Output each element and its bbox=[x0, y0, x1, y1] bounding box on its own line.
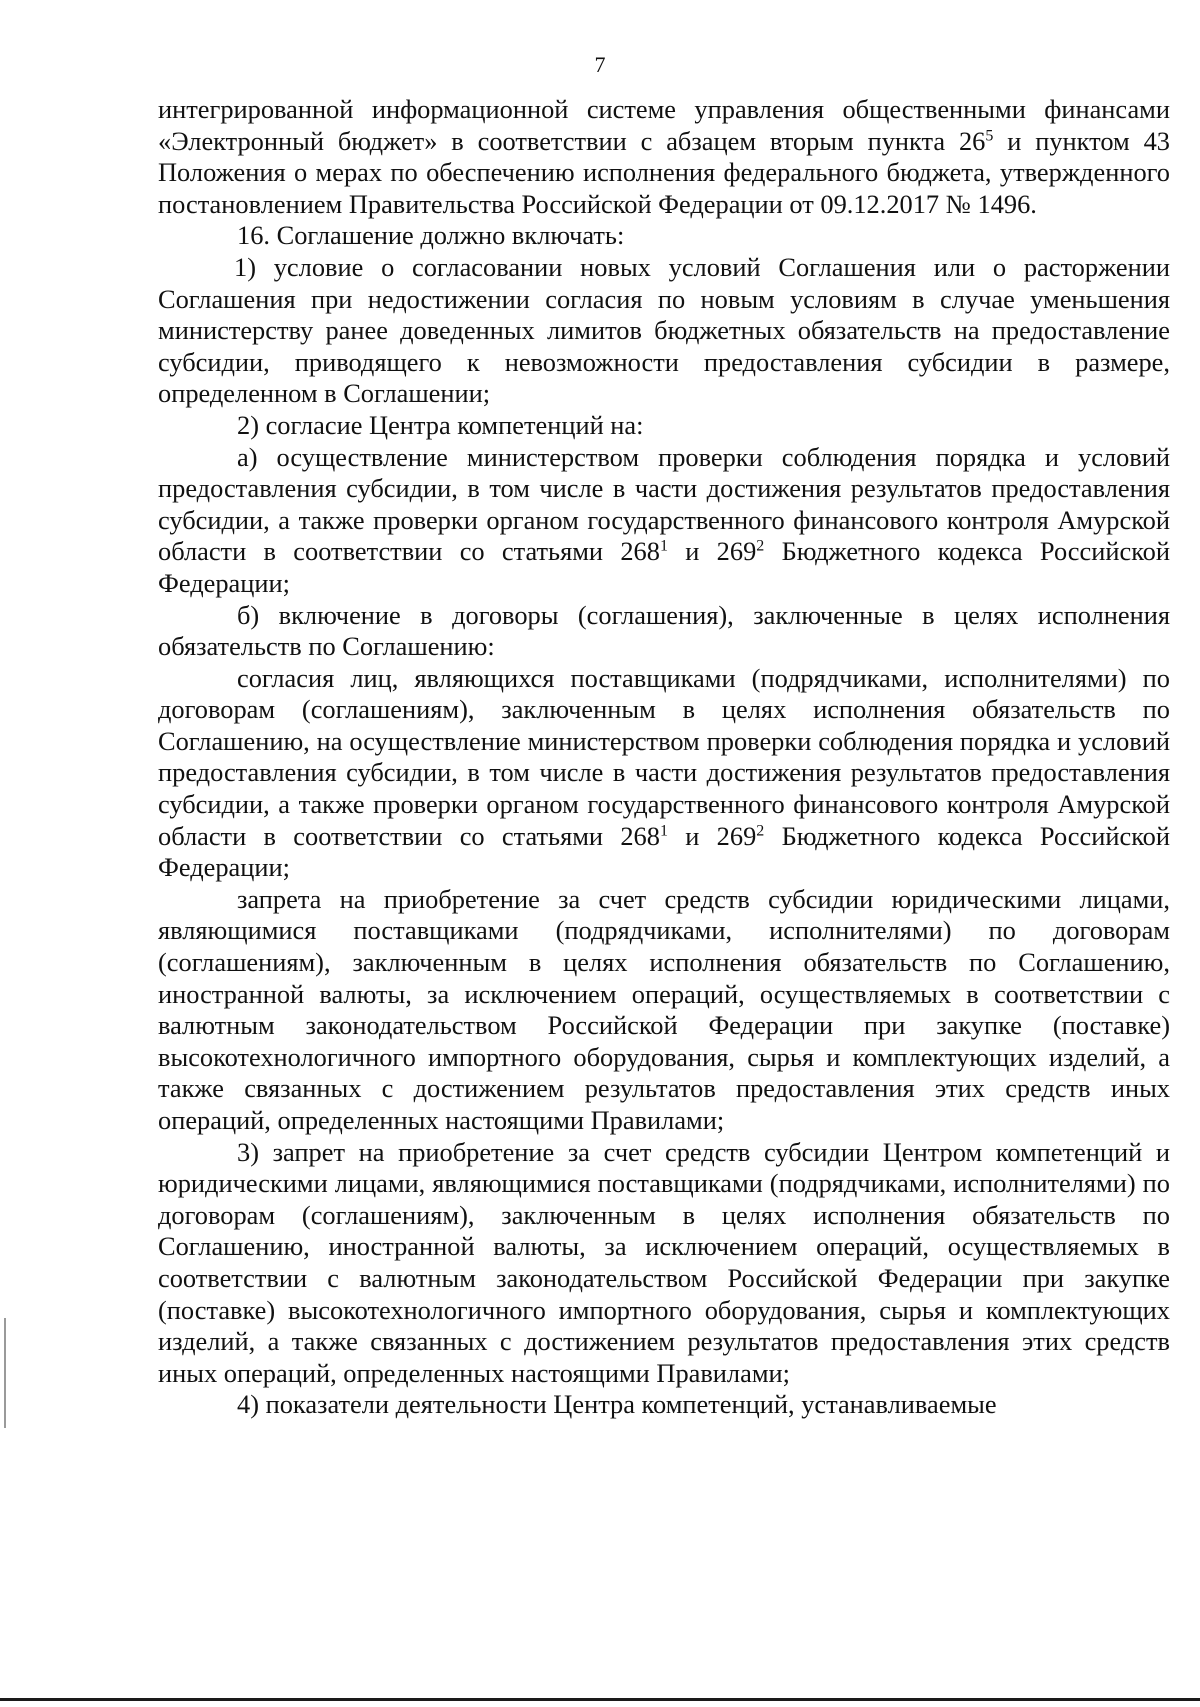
bottom-border-line bbox=[0, 1698, 1200, 1701]
paragraph-text: и пунктом 43 Положения о мерах по обеспечению исполнения федерального бюджета, утвержденного постановлением Правительства Российской Федерации от 09.12.2017 № 1496. bbox=[158, 125, 1170, 219]
paragraph-text: Бюджетного кодекса Российской Федерации; bbox=[158, 536, 1170, 598]
paragraph-prohibition: запрета на приобретение за счет средств субсидии юридическими лицами, являющимися поставщиками (подрядчиками, исполнителями) по договорам (соглашениям), заключенным в целях исполнения обязательств по Соглашению, иностранной валюты, за исключением операций, осуществляемых в соответствии с валютным законодательством Российской Федерации при закупке (поставке) высокотехнологичного импортного оборудования, сырья и комплектующих изделий, а также связанных с достижением результатов предоставления этих средств иных операций, определенных настоящими Правилами; bbox=[158, 883, 1170, 1135]
paragraph-item-2: 2) согласие Центра компетенций на: bbox=[237, 409, 644, 440]
paragraph-item-2b: б) включение в договоры (соглашения), заключенные в целях исполнения обязательств по Соглашению: bbox=[158, 599, 1170, 662]
superscript: 5 bbox=[985, 127, 994, 144]
superscript: 1 bbox=[659, 822, 668, 840]
paragraph-text: а) осуществление министерством проверки соблюдения порядка и условий предоставления субсидии, в том числе в части достижения результатов предоставления субсидии, а также проверки органом государственного финансового контроля Амурской области в соответствии со статьями 268 bbox=[158, 441, 1170, 567]
paragraph-item-2a bbox=[158, 442, 1170, 600]
scan-edge-mark bbox=[4, 1318, 6, 1428]
superscript: 1 bbox=[659, 537, 668, 555]
paragraph-text: интегрированной информационной системе управления общественными финансами «Электронный бюджет» в соответствии с абзацем вторым пункта 26 bbox=[158, 94, 1170, 156]
paragraph-consent bbox=[158, 663, 1170, 884]
document-body bbox=[158, 94, 1170, 1421]
paragraph-item-4: 4) показатели деятельности Центра компетенций, устанавливаемые bbox=[237, 1389, 997, 1420]
paragraph-continuation bbox=[158, 94, 1170, 220]
paragraph-text: и 269 bbox=[667, 536, 757, 567]
paragraph-text: согласия лиц, являющихся поставщиками (подрядчиками, исполнителями) по договорам (соглашениям), заключенным в целях исполнения обязательств по Соглашению, на осуществление министерством проверки соблюдения порядка и условий предоставления субсидии, в том числе в части достижения результатов предоставления субсидии, а также проверки органом государственного финансового контроля Амурской области в соответствии со статьями 268 bbox=[158, 662, 1170, 851]
page-number: 7 bbox=[594, 52, 606, 77]
paragraph-item-1: 1) условие о согласовании новых условий Соглашения или о расторжении Соглашения при недостижении согласия по новым условиям в случае уменьшения министерству ранее доведенных лимитов бюджетных обязательств на предоставление субсидии, приводящего к невозможности предоставления субсидии в размере, определенном в Соглашении; bbox=[158, 251, 1170, 409]
superscript: 2 bbox=[756, 537, 765, 555]
paragraph-item-16: 16. Соглашение должно включать: bbox=[237, 220, 625, 251]
superscript: 2 bbox=[756, 822, 765, 840]
paragraph-text: и 269 bbox=[667, 820, 757, 851]
paragraph-text: Бюджетного кодекса Российской Федерации; bbox=[158, 820, 1170, 883]
paragraph-item-3: 3) запрет на приобретение за счет средств субсидии Центром компетенций и юридическими лицами, являющимися поставщиками (подрядчиками, исполнителями) по договорам (соглашениям), заключенным в целях исполнения обязательств по Соглашению, иностранной валюты, за исключением операций, осуществляемых в соответствии с валютным законодательством Российской Федерации при закупке (поставке) высокотехнологичного импортного оборудования, сырья и комплектующих изделий, а также связанных с достижением результатов предоставления этих средств иных операций, определенных настоящими Правилами; bbox=[158, 1136, 1170, 1388]
